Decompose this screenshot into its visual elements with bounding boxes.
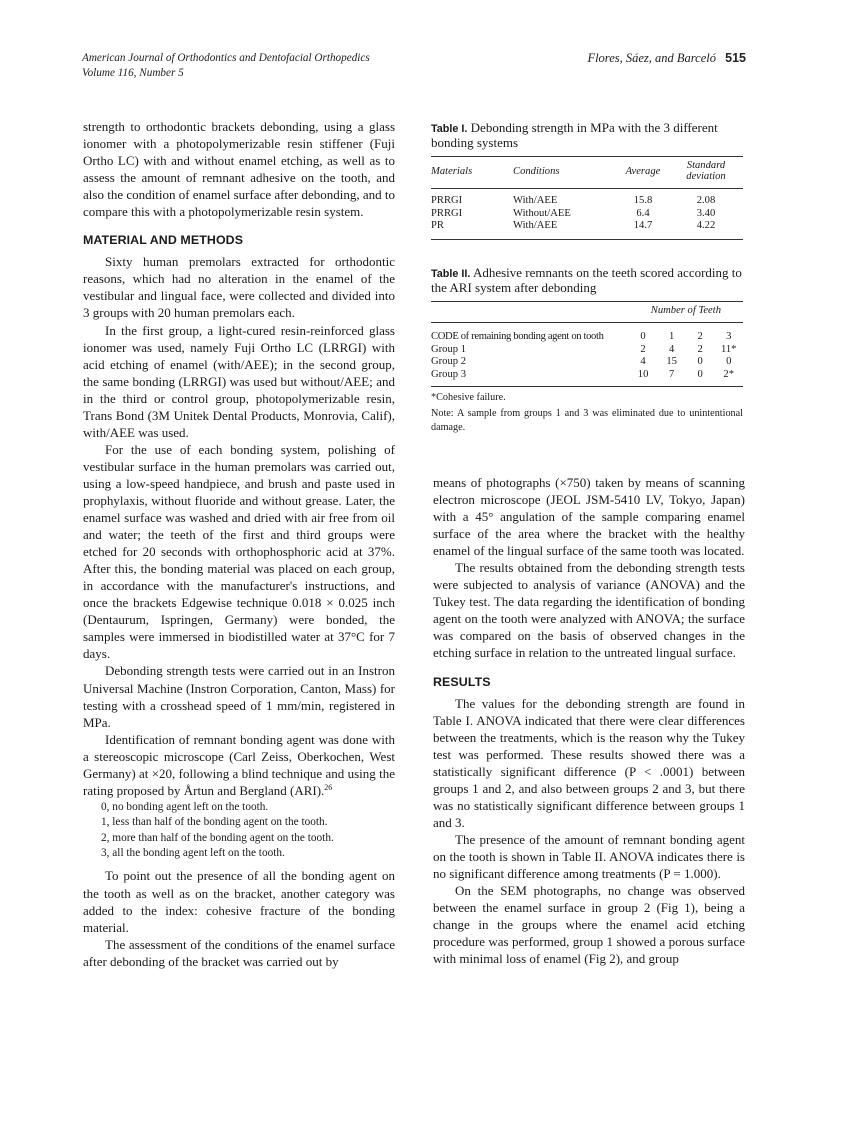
statistics-paragraph: The results obtained from the debonding strength tests were subjected to analysis of variance (ANOVA) and the Tukey test. The data regarding the identification of bonding agent on the tooth were analyzed with ANOVA; the surface was compared on the basis of observed changes in the etching surface in relation to the untreated lingual surface. [433,560,745,661]
column-header-average: Average [617,157,669,189]
identification-text: Identification of remnant bonding agent was done with a stereoscopic microscope (Carl Zeiss, Oberkochen, West Germany) at ×20, following a blind technique and using the rating proposed by Årtun and Bergland (ARI). [83,731,395,798]
running-header-journal [82,51,370,81]
table-2-caption [431,266,743,295]
cell-value: 4 [668,343,675,355]
cell-value: 1 [668,331,675,342]
cell-value: 2* [714,369,743,387]
table-row [431,344,743,357]
cell-value: 11* [720,343,737,355]
column-header-standard-deviation: Standard deviation [669,157,743,189]
table-header-row [431,302,743,323]
ari-scale-item: 2, more than half of the bonding agent on the tooth. [101,831,334,844]
table-row [431,208,743,221]
cell-value: 0 [686,369,715,387]
table-1-block [431,121,743,240]
cell-material: PRRGI [431,195,463,206]
cell-average: 14.7 [617,220,669,239]
cell-value: 3 [726,331,732,342]
running-header-authors [587,51,746,66]
table-row [431,189,743,208]
cell-value: 15 [666,356,677,367]
table-row [431,220,743,239]
journal-volume: Volume 116, Number 5 [82,67,184,79]
section-heading-results: RESULTS [433,674,491,689]
ari-scale-item: 0, no bonding agent left on the tooth. [101,800,269,813]
closing-paragraph: The assessment of the conditions of the enamel surface after debonding of the bracket was carried out by [83,936,395,969]
table-1-caption [431,121,743,150]
column-header-number-of-teeth: Number of Teeth [629,302,743,323]
table-2-block [431,266,743,437]
table-2-adhesive-remnants [431,301,743,387]
column-header-materials: Materials [431,157,513,189]
cell-material: PR [431,220,513,239]
ari-scale-item: 1, less than half of the bonding agent on the tooth. [101,816,328,829]
intro-paragraph: strength to orthodontic brackets debonding, using a glass ionomer with a photopolymerizable resin stiffener (Fuji Ortho LC) with and without enamel etching, as well as to assess the amount of remnant adhesive on the tooth, and also the condition of enamel surface after debonding, and to compare this with a photopolymerizable resin system. [83,119,395,220]
cell-row-label: Group 3 [431,369,629,387]
cell-condition: With/AEE [513,220,617,239]
cell-value: 10 [629,369,658,387]
table-row [431,369,743,387]
methods-paragraph: For the use of each bonding system, polishing of vestibular surface in the human premolars was carried out, using a low-speed handpiece, and brush and paste used in prophylaxis, without fluoride and without grease. Later, the enamel surface was washed and dried with air free from oil and water; the teeth of the first and third groups were etched for 20 seconds with orthophosphoric acid at 37%. After this, the bonding material was placed on each group, in accordance with the manufacturer's instructions, and once the brackets Edgewise technique 0.018 × 0.025 inch (Dentaurum, Ispringen, Germany) were bonded, the samples were immersed in biodistilled water at 37°C for 7 days. [83,441,395,662]
methods-paragraph: In the first group, a light-cured resin-reinforced glass ionomer was used, namely Fuji Ortho LC (LRRGI) with acid etching of enamel (with/AEE); in the second group, the same bonding (LRRGI) was used but without/AEE; and in the third or control group, photopolymerizable resin, Trans Bond (3M Unitek Dental Products, Monrovia, Calif), with/AEE was used. [83,322,395,440]
right-column [433,474,745,967]
ari-scale-list [101,800,395,862]
table-2-label: Table II. [431,268,471,280]
section-heading-methods: MATERIAL AND METHODS [83,233,244,248]
page-number: 515 [725,51,746,65]
table-2-note: Note: A sample from groups 1 and 3 was eliminated due to unintentional damage. [431,408,743,433]
methods-continuation-paragraph: means of photographs (×750) taken by means of scanning electron microscope (JEOL JSM-5410 LV, Tokyo, Japan) with a 45° angulation of the sample comparing enamel surface of the area where the bracket with the healthy enamel of the lingual surface of the same tooth was located. [433,475,745,559]
table-row [431,356,743,369]
table-2-caption-text: Adhesive remnants on the teeth scored according to the ARI system after debonding [431,265,742,295]
table-1-label: Table I. [431,123,468,135]
cell-value: 0 [640,331,646,342]
table-row-code [431,323,743,344]
cell-condition: Without/AEE [513,207,571,219]
cell-sd: 2.08 [696,195,716,206]
cell-row-label: CODE of remaining bonding agent on tooth [431,331,604,342]
cell-value: 4 [640,356,646,367]
identification-paragraph [83,731,395,799]
author-names: Flores, Sáez, and Barceló [587,51,717,65]
table-header-row [431,157,743,189]
ari-scale-item: 3, all the bonding agent left on the tooth. [101,847,285,860]
column-header-conditions: Conditions [513,157,617,189]
reference-superscript: 26 [324,782,333,792]
results-paragraph: The values for the debonding strength are found in Table I. ANOVA indicated that there were clear differences between the treatments, which is the reason why the Tukey test was performed. These results showed there was a statistically significant difference (P < .0001) between groups 1 and 2, and also between groups 2 and 3, but there was no statistically significant difference between groups 1 and 3. [433,695,745,830]
results-paragraph: The presence of the amount of remnant bonding agent on the tooth is shown in Table II. ANOVA indicates there is no significant difference among treatments (P = 1.000). [433,831,745,882]
cell-value: 0 [697,356,703,367]
cell-material: PRRGI [431,207,463,219]
cell-value: 2 [640,343,646,355]
cell-row-label: Group 1 [431,343,467,355]
cell-condition: With/AEE [513,195,558,206]
closing-paragraph: To point out the presence of all the bonding agent on the tooth as well as on the bracket, another category was added to the index: cohesive fracture of the bonding material. [83,868,395,935]
results-paragraph: On the SEM photographs, no change was observed between the enamel surface in group 2 (Fig 1), being a change in the groups where the enamel acid etching procedure was performed, group 1 showed a porous surface with minimal loss of enamel (Fig 2), and group [433,883,745,967]
left-column [83,118,395,970]
journal-title: American Journal of Orthodontics and Dentofacial Orthopedics [82,52,370,64]
methods-paragraph: Sixty human premolars extracted for orthodontic reasons, which had no alteration in the enamel of the vestibular and lingual face, were collected and divided into 3 groups with 20 human premolars each. [83,254,395,321]
cell-value: 2 [697,343,703,355]
cell-average: 6.4 [636,207,650,219]
table-2-notes [431,391,743,435]
cell-value: 7 [657,369,686,387]
cell-value: 2 [697,331,703,342]
cell-average: 15.8 [633,195,653,206]
cell-sd: 4.22 [669,220,743,239]
table-1-debonding-strength [431,156,743,240]
cell-sd: 3.40 [696,207,716,219]
table-2-footnote: *Cohesive failure. [431,392,506,403]
methods-paragraph: Debonding strength tests were carried out in an Instron Universal Machine (Instron Corporation, Canton, Mass) for testing with a crosshead speed of 1 mm/min, registered in MPa. [83,663,395,730]
table-1-caption-text: Debonding strength in MPa with the 3 different bonding systems [431,120,718,150]
cell-value: 0 [726,356,732,367]
cell-row-label: Group 2 [431,356,467,367]
